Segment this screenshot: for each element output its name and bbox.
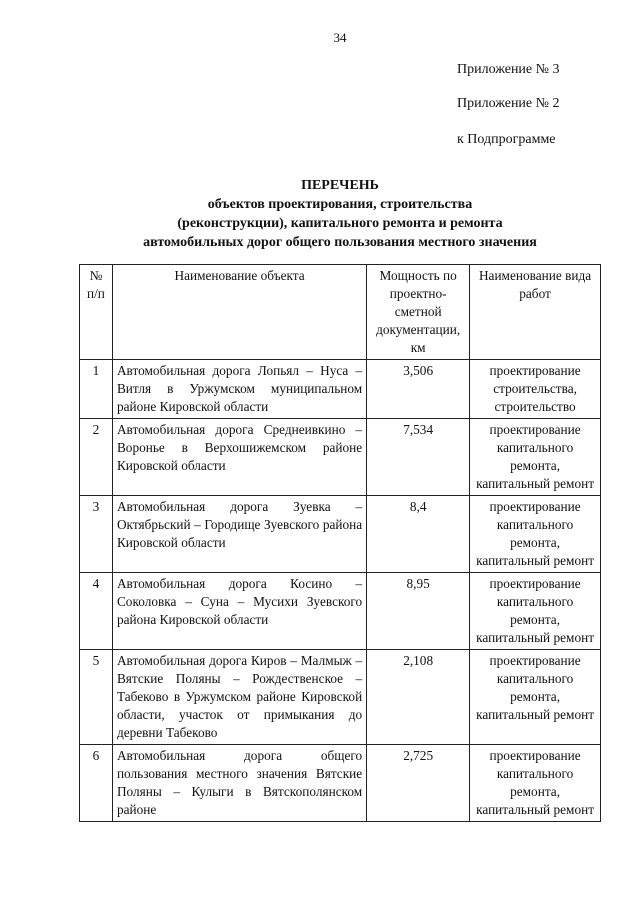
title-line-3: автомобильных дорог общего пользования местного значения: [143, 235, 537, 250]
row-work: проектирование строительства, строительство: [470, 360, 601, 419]
appendix-line-1: Приложение № 3: [457, 62, 560, 77]
row-work: проектирование капитального ремонта, капитальный ремонт: [470, 496, 601, 573]
row-name: Автомобильная дорога Зуевка – Октябрьский – Городище Зуевского района Кировской области: [112, 496, 366, 573]
row-name: Автомобильная дорога Киров – Малмыж – Вятские Поляны – Рождественское – Табеково в Уржумском районе Кировской области, участок от примыкания до деревни Табеково: [112, 650, 366, 745]
row-name: Автомобильная дорога общего пользования местного значения Вятские Поляны – Кулыги в Вятскополянском районе: [112, 745, 366, 822]
row-work: проектирование капитального ремонта, капитальный ремонт: [470, 650, 601, 745]
row-power: 8,4: [367, 496, 470, 573]
row-power: 2,725: [367, 745, 470, 822]
row-name: Автомобильная дорога Лопьял – Нуса – Витля в Уржумском муниципальном районе Кировской области: [112, 360, 366, 419]
title-line-2: (реконструкции), капитального ремонта и ремонта: [177, 216, 503, 231]
header-power: Мощность по проектно-сметной документации, км: [367, 265, 470, 360]
table-row: [80, 650, 601, 745]
row-work: проектирование капитального ремонта, капитальный ремонт: [470, 745, 601, 822]
table-row: [80, 360, 601, 419]
row-power: 8,95: [367, 573, 470, 650]
row-power: 7,534: [367, 419, 470, 496]
row-power: 3,506: [367, 360, 470, 419]
objects-table: [79, 264, 601, 822]
table-header-row: [80, 265, 601, 360]
row-num: 3: [80, 496, 113, 573]
row-name: Автомобильная дорога Косино – Соколовка – Суна – Мусихи Зуевского района Кировской области: [112, 573, 366, 650]
appendix-line-2: Приложение № 2: [457, 96, 560, 111]
document-title: [40, 176, 640, 252]
row-power: 2,108: [367, 650, 470, 745]
header-work: Наименование вида работ: [470, 265, 601, 360]
row-num: 4: [80, 573, 113, 650]
appendix-line-3: к Подпрограмме: [457, 132, 556, 147]
table-row: [80, 419, 601, 496]
row-num: 2: [80, 419, 113, 496]
row-num: 5: [80, 650, 113, 745]
row-work: проектирование капитального ремонта, капитальный ремонт: [470, 419, 601, 496]
table-row: [80, 573, 601, 650]
header-name: Наименование объекта: [112, 265, 366, 360]
title-main: ПЕРЕЧЕНЬ: [301, 178, 379, 193]
table-row: [80, 745, 601, 822]
table-row: [80, 496, 601, 573]
page-number: 34: [333, 30, 347, 45]
row-num: 1: [80, 360, 113, 419]
row-num: 6: [80, 745, 113, 822]
header-num: № п/п: [80, 265, 113, 360]
title-line-1: объектов проектирования, строительства: [207, 197, 473, 212]
row-work: проектирование капитального ремонта, капитальный ремонт: [470, 573, 601, 650]
row-name: Автомобильная дорога Среднеивкино – Воронье в Верхошижемском районе Кировской области: [112, 419, 366, 496]
